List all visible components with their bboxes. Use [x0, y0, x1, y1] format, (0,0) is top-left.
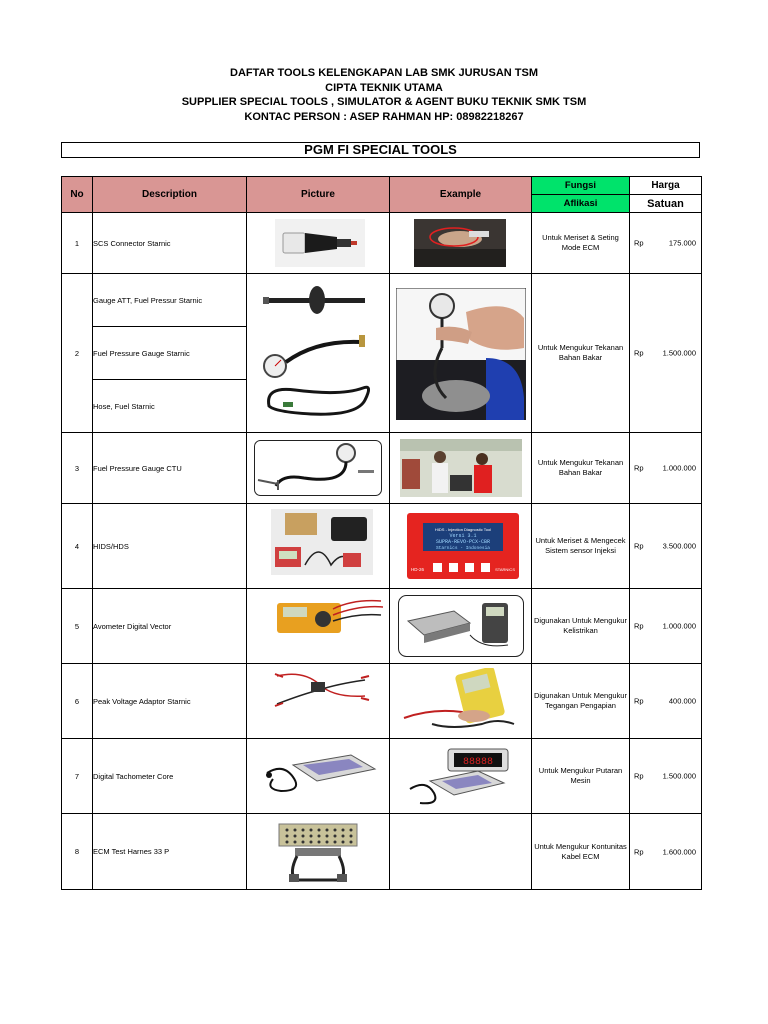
- tachometer-example-photo: [408, 747, 516, 807]
- row-number: 3: [62, 433, 93, 504]
- header-contact: KONTAC PERSON : ASEP RAHMAN HP: 08982218267: [244, 110, 524, 123]
- row-description: SCS Connector Starnic: [93, 213, 247, 274]
- row-number: 5: [62, 589, 93, 664]
- price-amount: 1.000.000: [662, 621, 696, 631]
- row-function: Untuk Mengukur Tekanan Bahan Bakar: [532, 433, 630, 504]
- row-description: Fuel Pressure Gauge Starnic: [93, 327, 247, 380]
- row-description: Avometer Digital Vector: [93, 589, 247, 664]
- avometer-image: [273, 595, 385, 635]
- hds-screen-title: HIDS - Injection Diagnostic Tool: [434, 527, 492, 532]
- price-amount: 1.500.000: [662, 771, 696, 781]
- currency-label: Rp: [634, 847, 644, 856]
- picture-cell: [247, 589, 390, 664]
- peak-voltage-example-photo: [402, 668, 520, 734]
- row-function: Untuk Meriset & Seting Mode ECM: [532, 213, 630, 274]
- header-no: No: [62, 177, 93, 213]
- currency-label: Rp: [634, 463, 644, 473]
- row-description: HIDS/HDS: [93, 504, 247, 589]
- row-price: [630, 213, 702, 274]
- picture-cell: [247, 504, 390, 589]
- table-row: [62, 213, 702, 274]
- example-cell: [390, 504, 532, 589]
- section-title: PGM FI SPECIAL TOOLS: [61, 142, 700, 158]
- table-row: [62, 664, 702, 739]
- fuel-pressure-gauge-ctu-image: [254, 440, 382, 496]
- example-cell: [390, 814, 532, 890]
- hds-screen-line3: Starnics - Indonesia: [435, 546, 491, 551]
- row-description: ECM Test Harnes 33 P: [93, 814, 247, 890]
- fuel-pressure-example-photo: [396, 288, 526, 420]
- row-price: [630, 739, 702, 814]
- header-title: DAFTAR TOOLS KELENGKAPAN LAB SMK JURUSAN TSM: [230, 67, 538, 79]
- scs-connector-image: [275, 219, 365, 267]
- row-number: 8: [62, 814, 93, 890]
- row-number: 6: [62, 664, 93, 739]
- price-amount: 1.000.000: [662, 463, 696, 473]
- table-row: [62, 433, 702, 504]
- table-row: [62, 274, 702, 327]
- row-price: [630, 589, 702, 664]
- currency-label: Rp: [634, 621, 644, 631]
- header-example: Example: [390, 177, 532, 213]
- row-price: [630, 504, 702, 589]
- row-function: Digunakan Untuk Mengukur Tegangan Pengapian: [532, 664, 630, 739]
- picture-cell: [247, 433, 390, 504]
- row-function: Untuk Mengukur Tekanan Bahan Bakar: [532, 274, 630, 433]
- row-function: Untuk Mengukur Putaran Mesin: [532, 739, 630, 814]
- currency-label: Rp: [634, 348, 644, 358]
- header-aflikasi: Aflikasi: [532, 195, 630, 213]
- row-description: Peak Voltage Adaptor Starnic: [93, 664, 247, 739]
- row-price: [630, 274, 702, 433]
- avometer-example-photo: [398, 595, 524, 657]
- hds-screen-line1: Versi 3.1: [449, 533, 477, 539]
- price-amount: 175.000: [668, 238, 696, 248]
- row-function: Untuk Meriset & Mengecek Sistem sensor Injeksi: [532, 504, 630, 589]
- row-number: 1: [62, 213, 93, 274]
- picture-cell: [247, 664, 390, 739]
- example-cell: [390, 664, 532, 739]
- picture-cell: [247, 814, 390, 890]
- fuel-gauge-example-photo: [400, 439, 522, 497]
- example-cell: [390, 589, 532, 664]
- example-cell: [390, 739, 532, 814]
- row-number: 2: [62, 274, 93, 433]
- header-description: Description: [93, 177, 247, 213]
- table-row: [62, 504, 702, 589]
- header-picture: Picture: [247, 177, 390, 213]
- document-header: [0, 66, 768, 124]
- picture-cell: [247, 213, 390, 274]
- row-price: [630, 433, 702, 504]
- picture-cell: [247, 739, 390, 814]
- tools-table: [61, 176, 702, 890]
- example-cell: [390, 433, 532, 504]
- digital-tachometer-image: [263, 751, 377, 799]
- currency-label: Rp: [634, 696, 644, 706]
- peak-voltage-adaptor-image: [273, 668, 371, 712]
- hds-kit-image: [271, 509, 373, 575]
- row-function: Digunakan Untuk Mengukur Kelistrikan: [532, 589, 630, 664]
- ecm-test-harness-image: [275, 822, 361, 884]
- fuel-pressure-kit-image: [261, 280, 373, 428]
- hds-model-label: HD-26: [411, 567, 425, 572]
- tacho-display-digits: 88888: [462, 757, 494, 768]
- picture-cell: [247, 274, 390, 433]
- header-tagline: SUPPLIER SPECIAL TOOLS , SIMULATOR & AGENT BUKU TEKNIK SMK TSM: [181, 96, 587, 108]
- hds-device-photo: [407, 513, 519, 579]
- hds-brand-label: STARNICS: [495, 567, 515, 572]
- header-harga: Harga: [630, 177, 702, 195]
- table-row: [62, 589, 702, 664]
- row-number: 7: [62, 739, 93, 814]
- header-company: CIPTA TEKNIK UTAMA: [325, 81, 443, 94]
- scs-example-photo: [414, 219, 506, 267]
- row-function: Untuk Mengukur Kontunitas Kabel ECM: [532, 814, 630, 890]
- currency-label: Rp: [634, 771, 644, 781]
- header-fungsi: Fungsi: [532, 177, 630, 195]
- table-row: [62, 814, 702, 890]
- row-description: Hose, Fuel Starnic: [93, 380, 247, 433]
- price-amount: 400.000: [668, 696, 696, 706]
- row-price: [630, 664, 702, 739]
- hds-screen-line2: SUPRA-REVO-PCX-CBR: [435, 539, 491, 545]
- price-amount: 1.600.000: [662, 847, 696, 856]
- example-cell: [390, 213, 532, 274]
- row-description: Fuel Pressure Gauge CTU: [93, 433, 247, 504]
- currency-label: Rp: [634, 238, 644, 248]
- example-cell: [390, 274, 532, 433]
- header-satuan: Satuan: [630, 195, 702, 213]
- row-description: Digital Tachometer Core: [93, 739, 247, 814]
- price-amount: 1.500.000: [662, 348, 696, 358]
- price-amount: 3.500.000: [662, 541, 696, 551]
- row-description: Gauge ATT, Fuel Pressur Starnic: [93, 274, 247, 327]
- table-row: [62, 739, 702, 814]
- currency-label: Rp: [634, 541, 644, 551]
- row-number: 4: [62, 504, 93, 589]
- row-price: [630, 814, 702, 890]
